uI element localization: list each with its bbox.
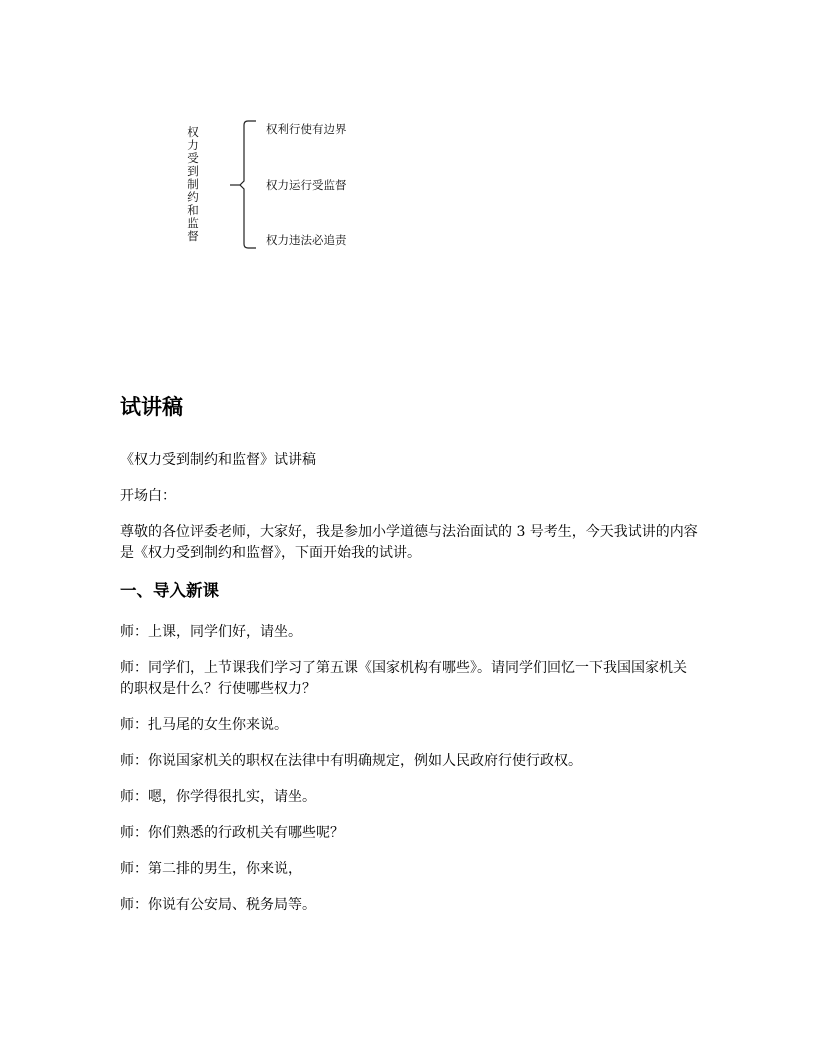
dialogue-line: 师：你们熟悉的行政机关有哪些呢？ bbox=[120, 825, 344, 841]
document-body bbox=[120, 392, 700, 931]
diagram-branch-1: 权利行使有边界 bbox=[266, 122, 347, 136]
dialogue-line: 师：同学们，上节课我们学习了第五课《国家机构有哪些》。请同学们回忆一下我国国家机关的职权是什么？行使哪些权力？ bbox=[120, 660, 687, 697]
opening-label: 开场白： bbox=[120, 488, 176, 504]
diagram-vertical-title: 权力受到制约和监督 bbox=[187, 125, 199, 243]
dialogue-line: 师：你说国家机关的职权在法律中有明确规定，例如人民政府行使行政权。 bbox=[120, 753, 582, 769]
section-heading: 一、导入新课 bbox=[120, 581, 219, 600]
diagram-branch-3: 权力违法必追责 bbox=[266, 233, 347, 247]
dialogue-line: 师：你说有公安局、税务局等。 bbox=[120, 897, 316, 913]
dialogue-line: 师：第二排的男生，你来说， bbox=[120, 861, 302, 877]
diagram-branch-2: 权力运行受监督 bbox=[266, 178, 347, 192]
dialogue-line: 师：扎马尾的女生你来说。 bbox=[120, 717, 288, 733]
dialogue-line: 师：上课，同学们好，请坐。 bbox=[120, 624, 302, 640]
concept-diagram bbox=[180, 114, 380, 256]
dialogue-line: 师：嗯，你学得很扎实，请坐。 bbox=[120, 789, 316, 805]
document-subtitle: 《权力受到制约和监督》试讲稿 bbox=[120, 452, 316, 468]
brace-line bbox=[240, 121, 256, 248]
opening-paragraph: 尊敬的各位评委老师，大家好，我是参加小学道德与法治面试的 3 号考生，今天我试讲的内容是《权力受到制约和监督》，下面开始我的试讲。 bbox=[120, 524, 698, 561]
document-title: 试讲稿 bbox=[120, 395, 183, 419]
